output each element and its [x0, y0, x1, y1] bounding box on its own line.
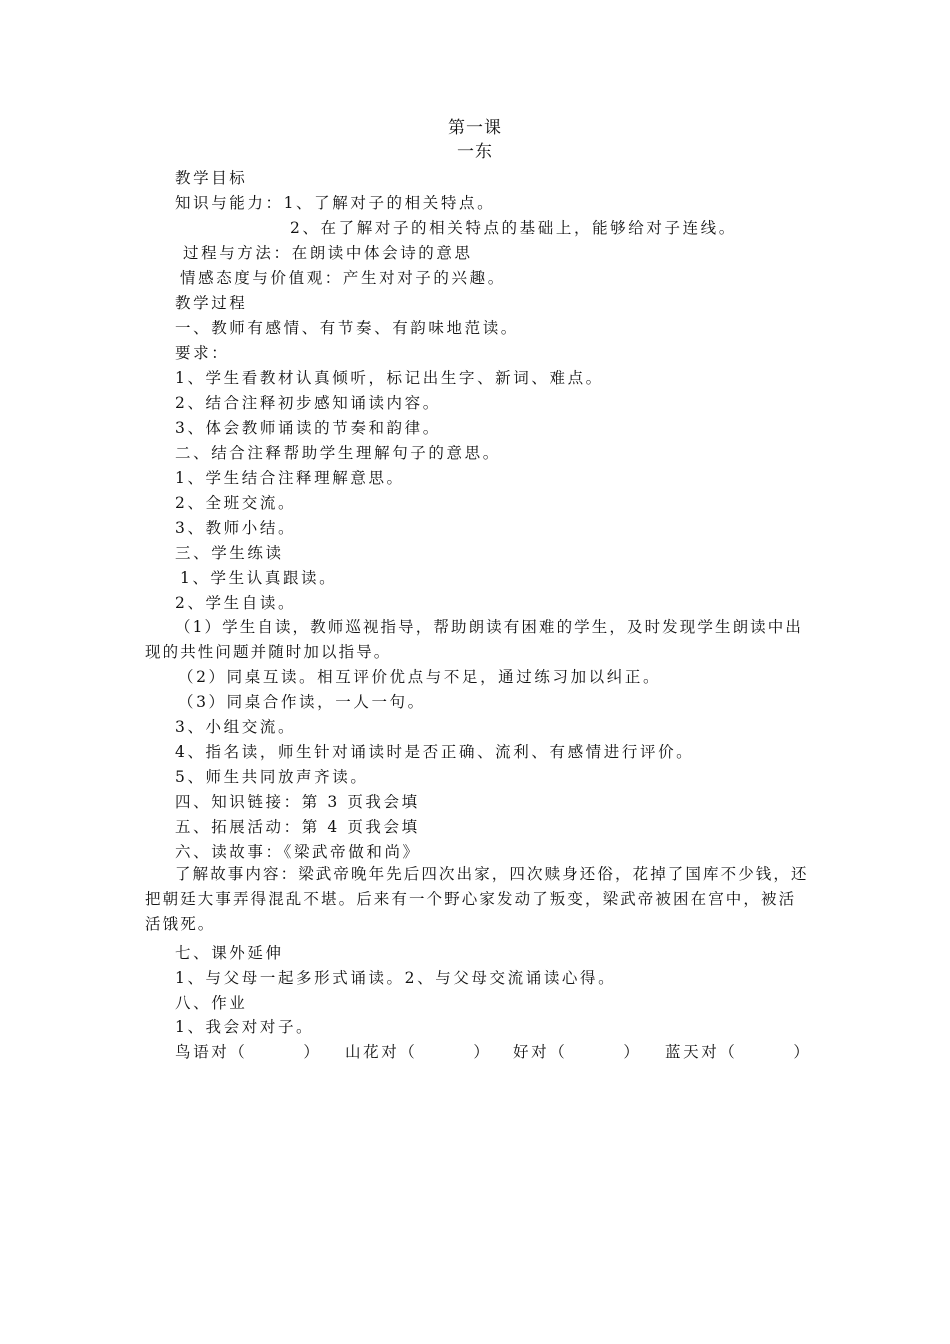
- text-line: 1、我会对对子。: [175, 1018, 315, 1036]
- couplet-blank-item: [345, 1040, 492, 1062]
- text-paragraph: （1）学生自读，教师巡视指导，帮助朗读有困难的学生，及时发现学生朗读中出现的共性问题并随时加以指导。: [145, 618, 803, 661]
- couplet-close: ）: [623, 1043, 642, 1061]
- text-line: 知识与能力：1、了解对子的相关特点。: [175, 194, 496, 212]
- couplet-blank-item: [665, 1040, 812, 1062]
- text-line: 2、在了解对子的相关特点的基础上，能够给对子连线。: [290, 219, 737, 237]
- text-line: 三、学生练读: [175, 544, 284, 562]
- text-line: 1、学生认真跟读。: [180, 569, 338, 587]
- text-line: 1、与父母一起多形式诵读。2、与父母交流诵读心得。: [175, 969, 617, 987]
- couplet-label: 鸟语对（: [175, 1043, 248, 1061]
- text-line: 一、教师有感情、有节奏、有韵味地范读。: [175, 319, 519, 337]
- text-line: 4、指名读，师生针对诵读时是否正确、流利、有感情进行评价。: [175, 743, 695, 761]
- text-line: 四、知识链接：第 3 页我会填: [175, 793, 420, 811]
- text-line: 3、小组交流。: [175, 718, 297, 736]
- text-line: 二、结合注释帮助学生理解句子的意思。: [175, 444, 501, 462]
- text-line: 六、读故事：《梁武帝做和尚》: [175, 843, 421, 861]
- text-line: 2、结合注释初步感知诵读内容。: [175, 394, 441, 412]
- text-line: 5、师生共同放声齐读。: [175, 768, 369, 786]
- section-heading: 教学目标: [175, 169, 248, 187]
- couplet-label: 蓝天对（: [665, 1043, 738, 1061]
- text-line: 2、学生自读。: [175, 594, 297, 612]
- couplet-close: ）: [793, 1043, 812, 1061]
- text-line: 五、拓展活动：第 4 页我会填: [175, 818, 420, 836]
- text-line: 3、体会教师诵读的节奏和韵律。: [175, 419, 441, 437]
- text-line: （3）同桌合作读，一人一句。: [178, 693, 426, 711]
- section-heading: 八、作业: [175, 994, 248, 1012]
- couplet-blank-item: [175, 1040, 322, 1062]
- text-line: 2、全班交流。: [175, 494, 297, 512]
- couplet-label: 好对（: [513, 1043, 568, 1061]
- couplet-close: ）: [303, 1043, 322, 1061]
- section-heading: 七、课外延伸: [175, 944, 284, 962]
- section-heading: 教学过程: [175, 294, 248, 312]
- text-line: 1、学生看教材认真倾听，标记出生字、新词、难点。: [175, 369, 604, 387]
- text-line: 情感态度与价值观：产生对对子的兴趣。: [180, 269, 506, 287]
- text-line: 过程与方法：在朗读中体会诗的意思: [183, 244, 473, 262]
- text-line: 要求：: [175, 344, 230, 362]
- couplet-blank-item: [513, 1040, 641, 1062]
- couplet-exercise-row: [175, 1040, 815, 1062]
- text-line: （2）同桌互读。相互评价优点与不足，通过练习加以纠正。: [178, 668, 662, 686]
- text-line: 3、教师小结。: [175, 519, 297, 537]
- text-line: 1、学生结合注释理解意思。: [175, 469, 405, 487]
- couplet-label: 山花对（: [345, 1043, 418, 1061]
- story-paragraph: 了解故事内容：梁武帝晚年先后四次出家，四次赎身还俗，花掉了国库不少钱，还把朝廷大事弄得混乱不堪。后来有一个野心家发动了叛变，梁武帝被困在宫中，被活活饿死。: [145, 865, 809, 933]
- couplet-close: ）: [473, 1043, 492, 1061]
- lesson-title: 第一课: [448, 118, 502, 138]
- lesson-subtitle: 一东: [457, 142, 493, 162]
